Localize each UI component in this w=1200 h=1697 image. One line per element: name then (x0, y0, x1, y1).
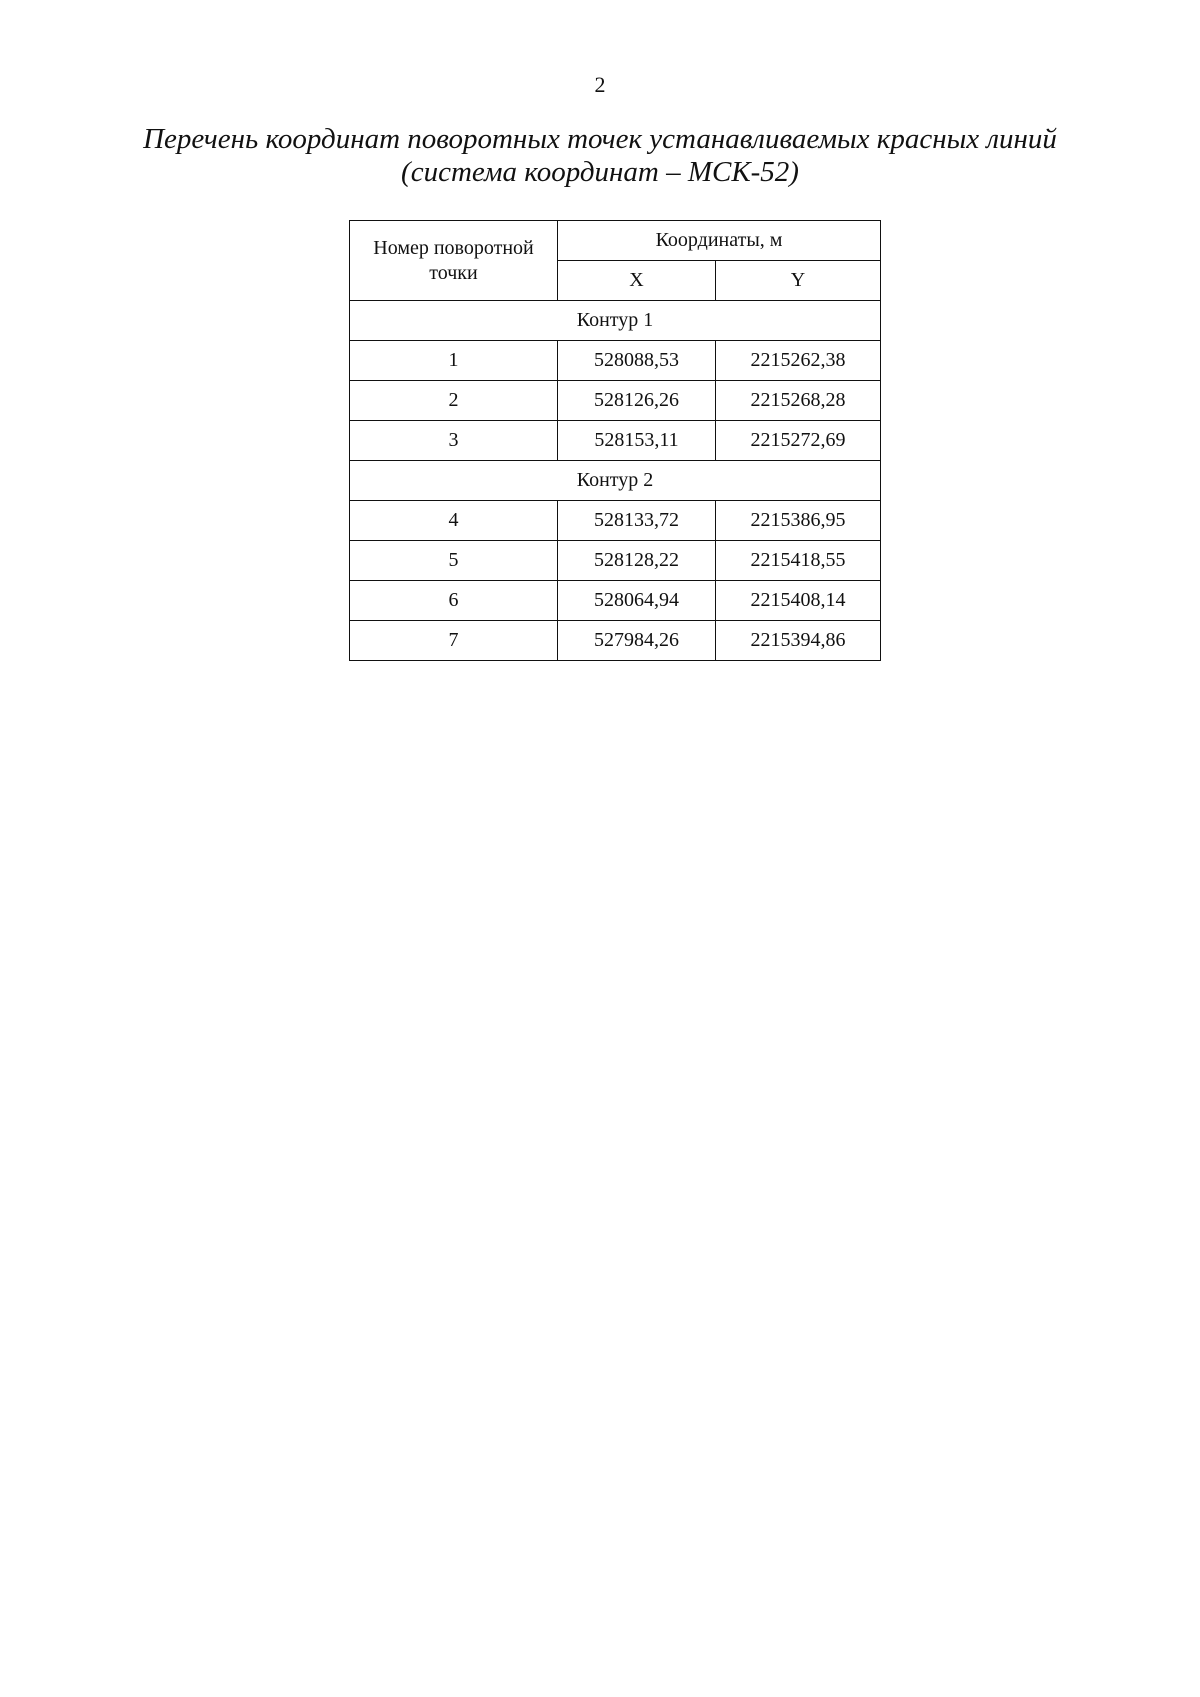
section-row (350, 461, 881, 501)
title-line-1: Перечень координат поворотных точек устанавливаемых красных линий (143, 123, 1057, 155)
y-cell: 2215272,69 (716, 421, 881, 461)
table-row (350, 501, 881, 541)
header-x: X (558, 261, 716, 301)
table-header-row (350, 221, 881, 261)
x-cell: 528128,22 (558, 541, 716, 581)
point-number-cell: 6 (350, 581, 558, 621)
table-row (350, 621, 881, 661)
header-point-number: Номер поворотной точки (350, 221, 558, 301)
point-number-cell: 7 (350, 621, 558, 661)
section-title: Контур 1 (350, 301, 881, 341)
y-cell: 2215386,95 (716, 501, 881, 541)
y-cell: 2215408,14 (716, 581, 881, 621)
document-title (0, 123, 1200, 189)
x-cell: 527984,26 (558, 621, 716, 661)
x-cell: 528133,72 (558, 501, 716, 541)
x-cell: 528088,53 (558, 341, 716, 381)
header-y: Y (716, 261, 881, 301)
coordinates-table (349, 220, 881, 661)
point-number-cell: 5 (350, 541, 558, 581)
y-cell: 2215394,86 (716, 621, 881, 661)
table-row (350, 421, 881, 461)
title-line-2: (система координат – МСК-52) (401, 156, 799, 188)
point-number-cell: 3 (350, 421, 558, 461)
section-row (350, 301, 881, 341)
x-cell: 528153,11 (558, 421, 716, 461)
x-cell: 528064,94 (558, 581, 716, 621)
table-row (350, 381, 881, 421)
point-number-cell: 2 (350, 381, 558, 421)
table-row (350, 581, 881, 621)
page-number: 2 (594, 72, 606, 97)
point-number-cell: 1 (350, 341, 558, 381)
point-number-cell: 4 (350, 501, 558, 541)
table-row (350, 541, 881, 581)
table-row (350, 341, 881, 381)
x-cell: 528126,26 (558, 381, 716, 421)
section-title: Контур 2 (350, 461, 881, 501)
y-cell: 2215418,55 (716, 541, 881, 581)
y-cell: 2215268,28 (716, 381, 881, 421)
y-cell: 2215262,38 (716, 341, 881, 381)
header-coordinates: Координаты, м (558, 221, 881, 261)
